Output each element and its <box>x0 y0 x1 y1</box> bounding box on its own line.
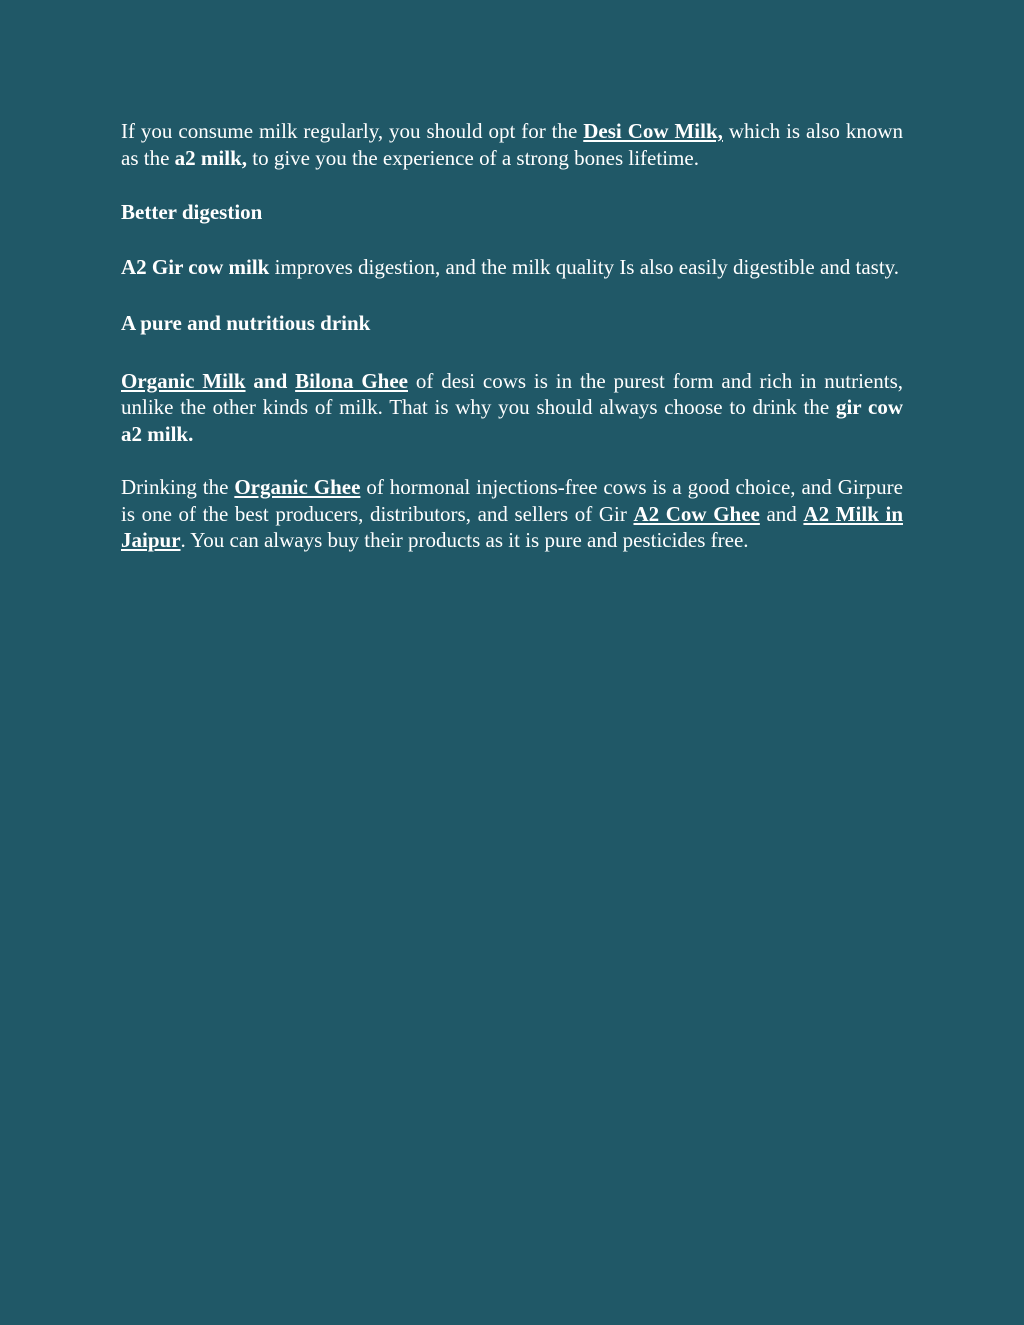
paragraph-desi-cow-milk <box>121 118 903 171</box>
paragraph-digestion <box>121 254 903 281</box>
text: which is also known as the <box>121 119 903 170</box>
organic-ghee-link[interactable]: Organic Ghee <box>234 475 361 499</box>
text: of desi cows is in the purest form and rich in nutrients, unlike the other kinds of milk. That is why you should always choose to drink the <box>121 368 903 419</box>
document-page <box>121 118 903 554</box>
a2-gir-cow-milk-bold: A2 Gir cow milk <box>121 254 270 279</box>
and-bold: and <box>245 368 296 393</box>
text: Drinking the <box>121 475 235 499</box>
text: and <box>759 501 804 526</box>
text: . You can always buy their products as it is pure and pesticides free. <box>180 528 749 552</box>
text: improves digestion, and the milk quality Is also easily digestible and tasty. <box>269 254 900 279</box>
text: to give you the experience of a strong bones lifetime. <box>247 145 699 170</box>
text: of hormonal injections-free cows is a good choice, and Girpure is one of the best producers, distributors, and sellers of Gir <box>121 475 903 526</box>
organic-milk-link[interactable]: Organic Milk <box>121 368 246 393</box>
paragraph-organic-ghee <box>121 474 903 554</box>
bilona-ghee-link[interactable]: Bilona Ghee <box>295 368 408 393</box>
gir-cow-a2-milk-bold: gir cow a2 milk. <box>121 395 903 446</box>
heading-better-digestion: Better digestion <box>121 200 263 224</box>
a2-milk-jaipur-link[interactable]: A2 Milk in Jaipur <box>121 501 903 552</box>
desi-cow-milk-link[interactable]: Desi Cow Milk, <box>583 119 723 143</box>
a2-cow-ghee-link[interactable]: A2 Cow Ghee <box>633 501 760 526</box>
paragraph-organic <box>121 368 903 448</box>
text: If you consume milk regularly, you should opt for the <box>121 119 584 143</box>
a2-milk-bold: a2 milk, <box>174 145 247 170</box>
heading-pure-nutritious: A pure and nutritious drink <box>121 311 371 335</box>
